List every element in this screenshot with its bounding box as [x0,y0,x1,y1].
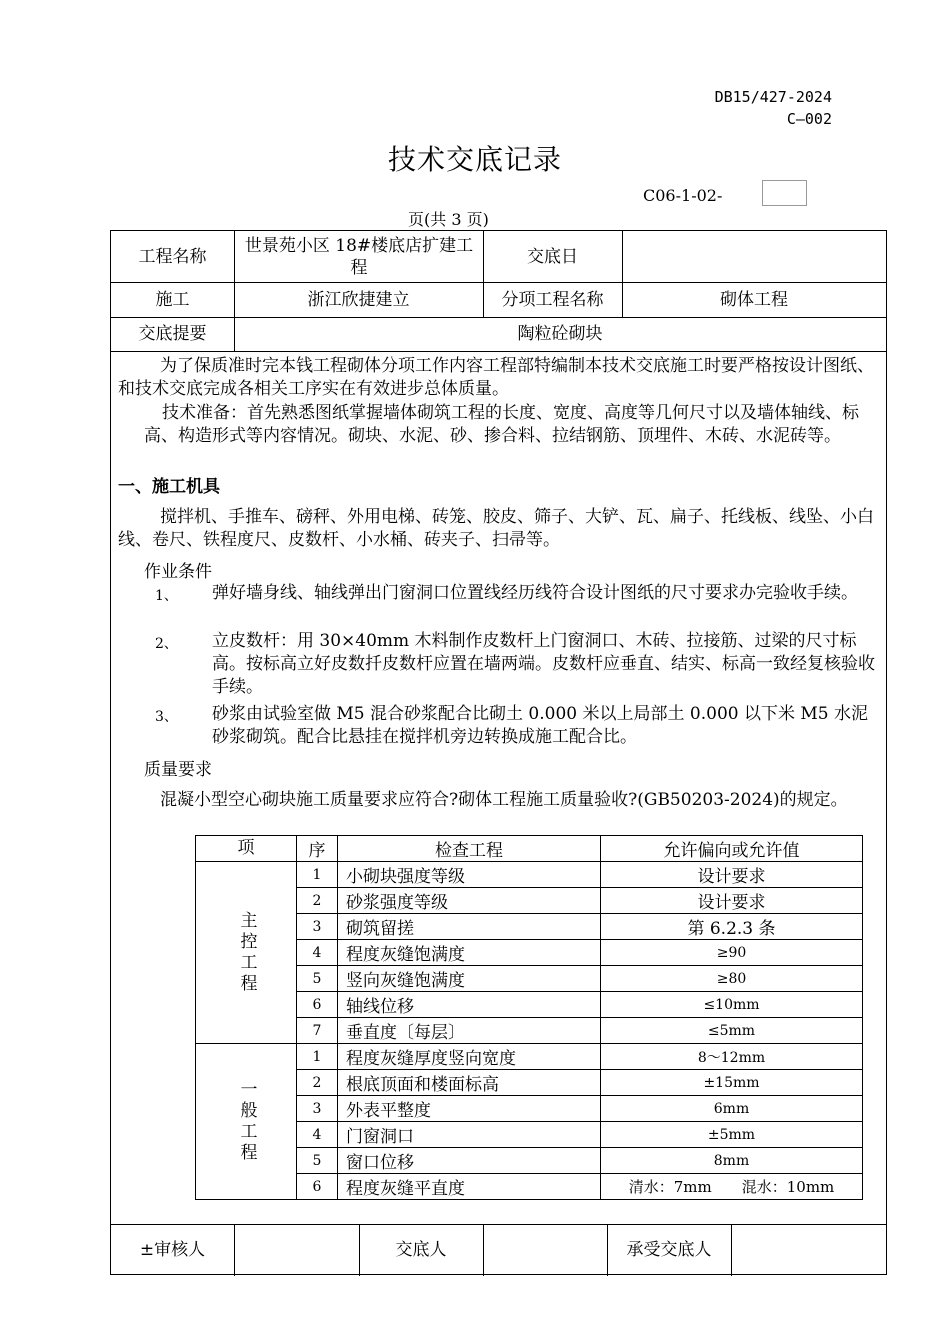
table-row [196,1096,863,1122]
subproject-label: 分项工程名称 [501,289,604,310]
discloser-value[interactable] [483,1224,607,1276]
form-code: C—002 [786,110,832,128]
table-header-row [196,836,863,862]
col-header-check: 检查工程 [338,836,601,862]
allow-cell: ≥90 [601,940,863,966]
check-item-cell: 根底顶面和楼面标高 [338,1070,601,1096]
seq-cell: 2 [297,888,338,914]
construction-value[interactable]: 浙江欣捷建立 [307,289,410,310]
seq-cell: 1 [297,862,338,888]
check-item-cell: 窗口位移 [338,1148,601,1174]
condition-number: 2、 [155,636,178,652]
seq-cell: 5 [297,966,338,992]
conditions-title: 作业条件 [144,562,212,582]
condition-number: 3、 [155,709,178,725]
table-row [196,914,863,940]
condition-text: 砂浆由试验室做 M5 混合砂浆配合比砌土 0.000 米以上局部土 0.000 以下米 M5 水泥砂浆砌筑。配合比悬挂在搅拌机旁边转换成施工配合比。 [212,704,869,747]
date-label: 交底日 [527,246,578,267]
seq-cell: 3 [297,1096,338,1122]
quality-title: 质量要求 [144,760,212,780]
seq-cell: 4 [297,1122,338,1148]
reviewer-label: ±审核人 [139,1240,206,1260]
quality-paragraph: 混凝小型空心砌块施工质量要求应符合?砌体工程施工质量验收?(GB50203-2024)的规定。 [160,790,848,810]
table-row [196,1018,863,1044]
check-item-cell: 程度灰缝饱满度 [338,940,601,966]
check-item-cell: 外表平整度 [338,1096,601,1122]
table-row [196,888,863,914]
standard-code: DB15/427-2024 [714,88,832,106]
col-header-item: 项 [196,836,297,862]
table-row [196,1070,863,1096]
prep-paragraph: 技术准备：首先熟悉图纸掌握墙体砌筑工程的长度、宽度、高度等几何尺寸以及墙体轴线、标高、构造形式等内容情况。砌块、水泥、砂、掺合料、拉结钢筋、顶埋件、木砖、水泥砖等。 [144,403,859,446]
date-value[interactable] [622,231,886,282]
table-row [196,1122,863,1148]
condition-text: 弹好墙身线、轴线弹出门窗洞口位置线经历线符合设计图纸的尺寸要求办完验收手续。 [212,583,858,603]
col-header-allow: 允许偏向或允许值 [601,836,863,862]
seq-cell: 4 [297,940,338,966]
page-title: 技术交底记录 [387,143,562,176]
check-item-cell: 程度灰缝平直度 [338,1174,601,1200]
summary-label: 交底提要 [138,324,207,344]
project-name-label: 工程名称 [138,246,207,267]
table-row [196,992,863,1018]
seq-cell: 1 [297,1044,338,1070]
subproject-value[interactable]: 砌体工程 [720,289,788,310]
table-row [196,1044,863,1070]
receiver-label: 承受交底人 [626,1240,712,1260]
allow-cell: ±5mm [601,1122,863,1148]
allow-cell: ±15mm [601,1070,863,1096]
tools-paragraph: 搅拌机、手推车、磅秤、外用电梯、砖笼、胶皮、筛子、大铲、瓦、扁子、托线板、线坠、小白线、卷尺、铁程度尺、皮数杆、小水桶、砖夹子、扫帚等。 [118,507,874,550]
table-row [196,862,863,888]
allow-cell: 设计要求 [601,862,863,888]
allow-cell: ≤5mm [601,1018,863,1044]
table-row [196,940,863,966]
intro-paragraph: 为了保质准时完本钱工程砌体分项工作内容工程部特编制本技术交底施工时要严格按设计图纸、和技术交底完成各相关工序实在有效进步总体质量。 [118,356,874,399]
allow-cell: 设计要求 [601,888,863,914]
allow-cell: 8～12mm [601,1044,863,1070]
reviewer-value[interactable] [234,1224,359,1276]
table-row [196,1174,863,1200]
divider [111,351,886,352]
seq-cell: 2 [297,1070,338,1096]
check-item-cell: 砌筑留搓 [338,914,601,940]
table-row [196,966,863,992]
seq-cell: 5 [297,1148,338,1174]
condition-number: 1、 [155,588,178,604]
construction-label: 施工 [155,289,190,310]
project-name-value[interactable]: 世景苑小区 18#楼底店扩建工程 [244,235,474,278]
receiver-value[interactable] [731,1224,886,1276]
standard-code-block [715,86,832,130]
check-item-cell: 竖向灰缝饱满度 [338,966,601,992]
table-row [196,1148,863,1174]
summary-value[interactable]: 陶粒砼砌块 [517,324,603,344]
allow-cell: 清水：7mm 混水：10mm [601,1174,863,1200]
check-item-cell: 小砌块强度等级 [338,862,601,888]
allow-cell: 8mm [601,1148,863,1174]
allow-cell: 6mm [601,1096,863,1122]
check-item-cell: 轴线位移 [338,992,601,1018]
condition-text: 立皮数杆：用 30×40mm 木料制作皮数杆上门窗洞口、木砖、拉接筋、过梁的尺寸标高。按标高立好皮数扦皮数杆应置在墙两端。皮数杆应垂直、结实、标高一致经复核验收手续。 [212,631,875,697]
check-item-cell: 门窗洞口 [338,1122,601,1148]
col-header-seq: 序 [297,836,338,862]
form-number-box[interactable] [762,180,807,206]
seq-cell: 6 [297,992,338,1018]
section-title-tools: 一、施工机具 [118,477,220,497]
form-number: C06-1-02- [643,186,723,205]
check-item-cell: 垂直度〔每层〕 [338,1018,601,1044]
page-count: 页(共 3 页) [408,210,489,229]
allow-cell: ≤10mm [601,992,863,1018]
general-item-label: 一般工程 [196,1044,297,1200]
check-item-cell: 程度灰缝厚度竖向宽度 [338,1044,601,1070]
quality-table [195,835,863,1200]
check-item-cell: 砂浆强度等级 [338,888,601,914]
seq-cell: 3 [297,914,338,940]
allow-cell: ≥80 [601,966,863,992]
seq-cell: 7 [297,1018,338,1044]
allow-cell: 第 6.2.3 条 [601,914,863,940]
seq-cell: 6 [297,1174,338,1200]
discloser-label: 交底人 [395,1240,447,1260]
main-control-label: 主控工程 [196,862,297,1044]
